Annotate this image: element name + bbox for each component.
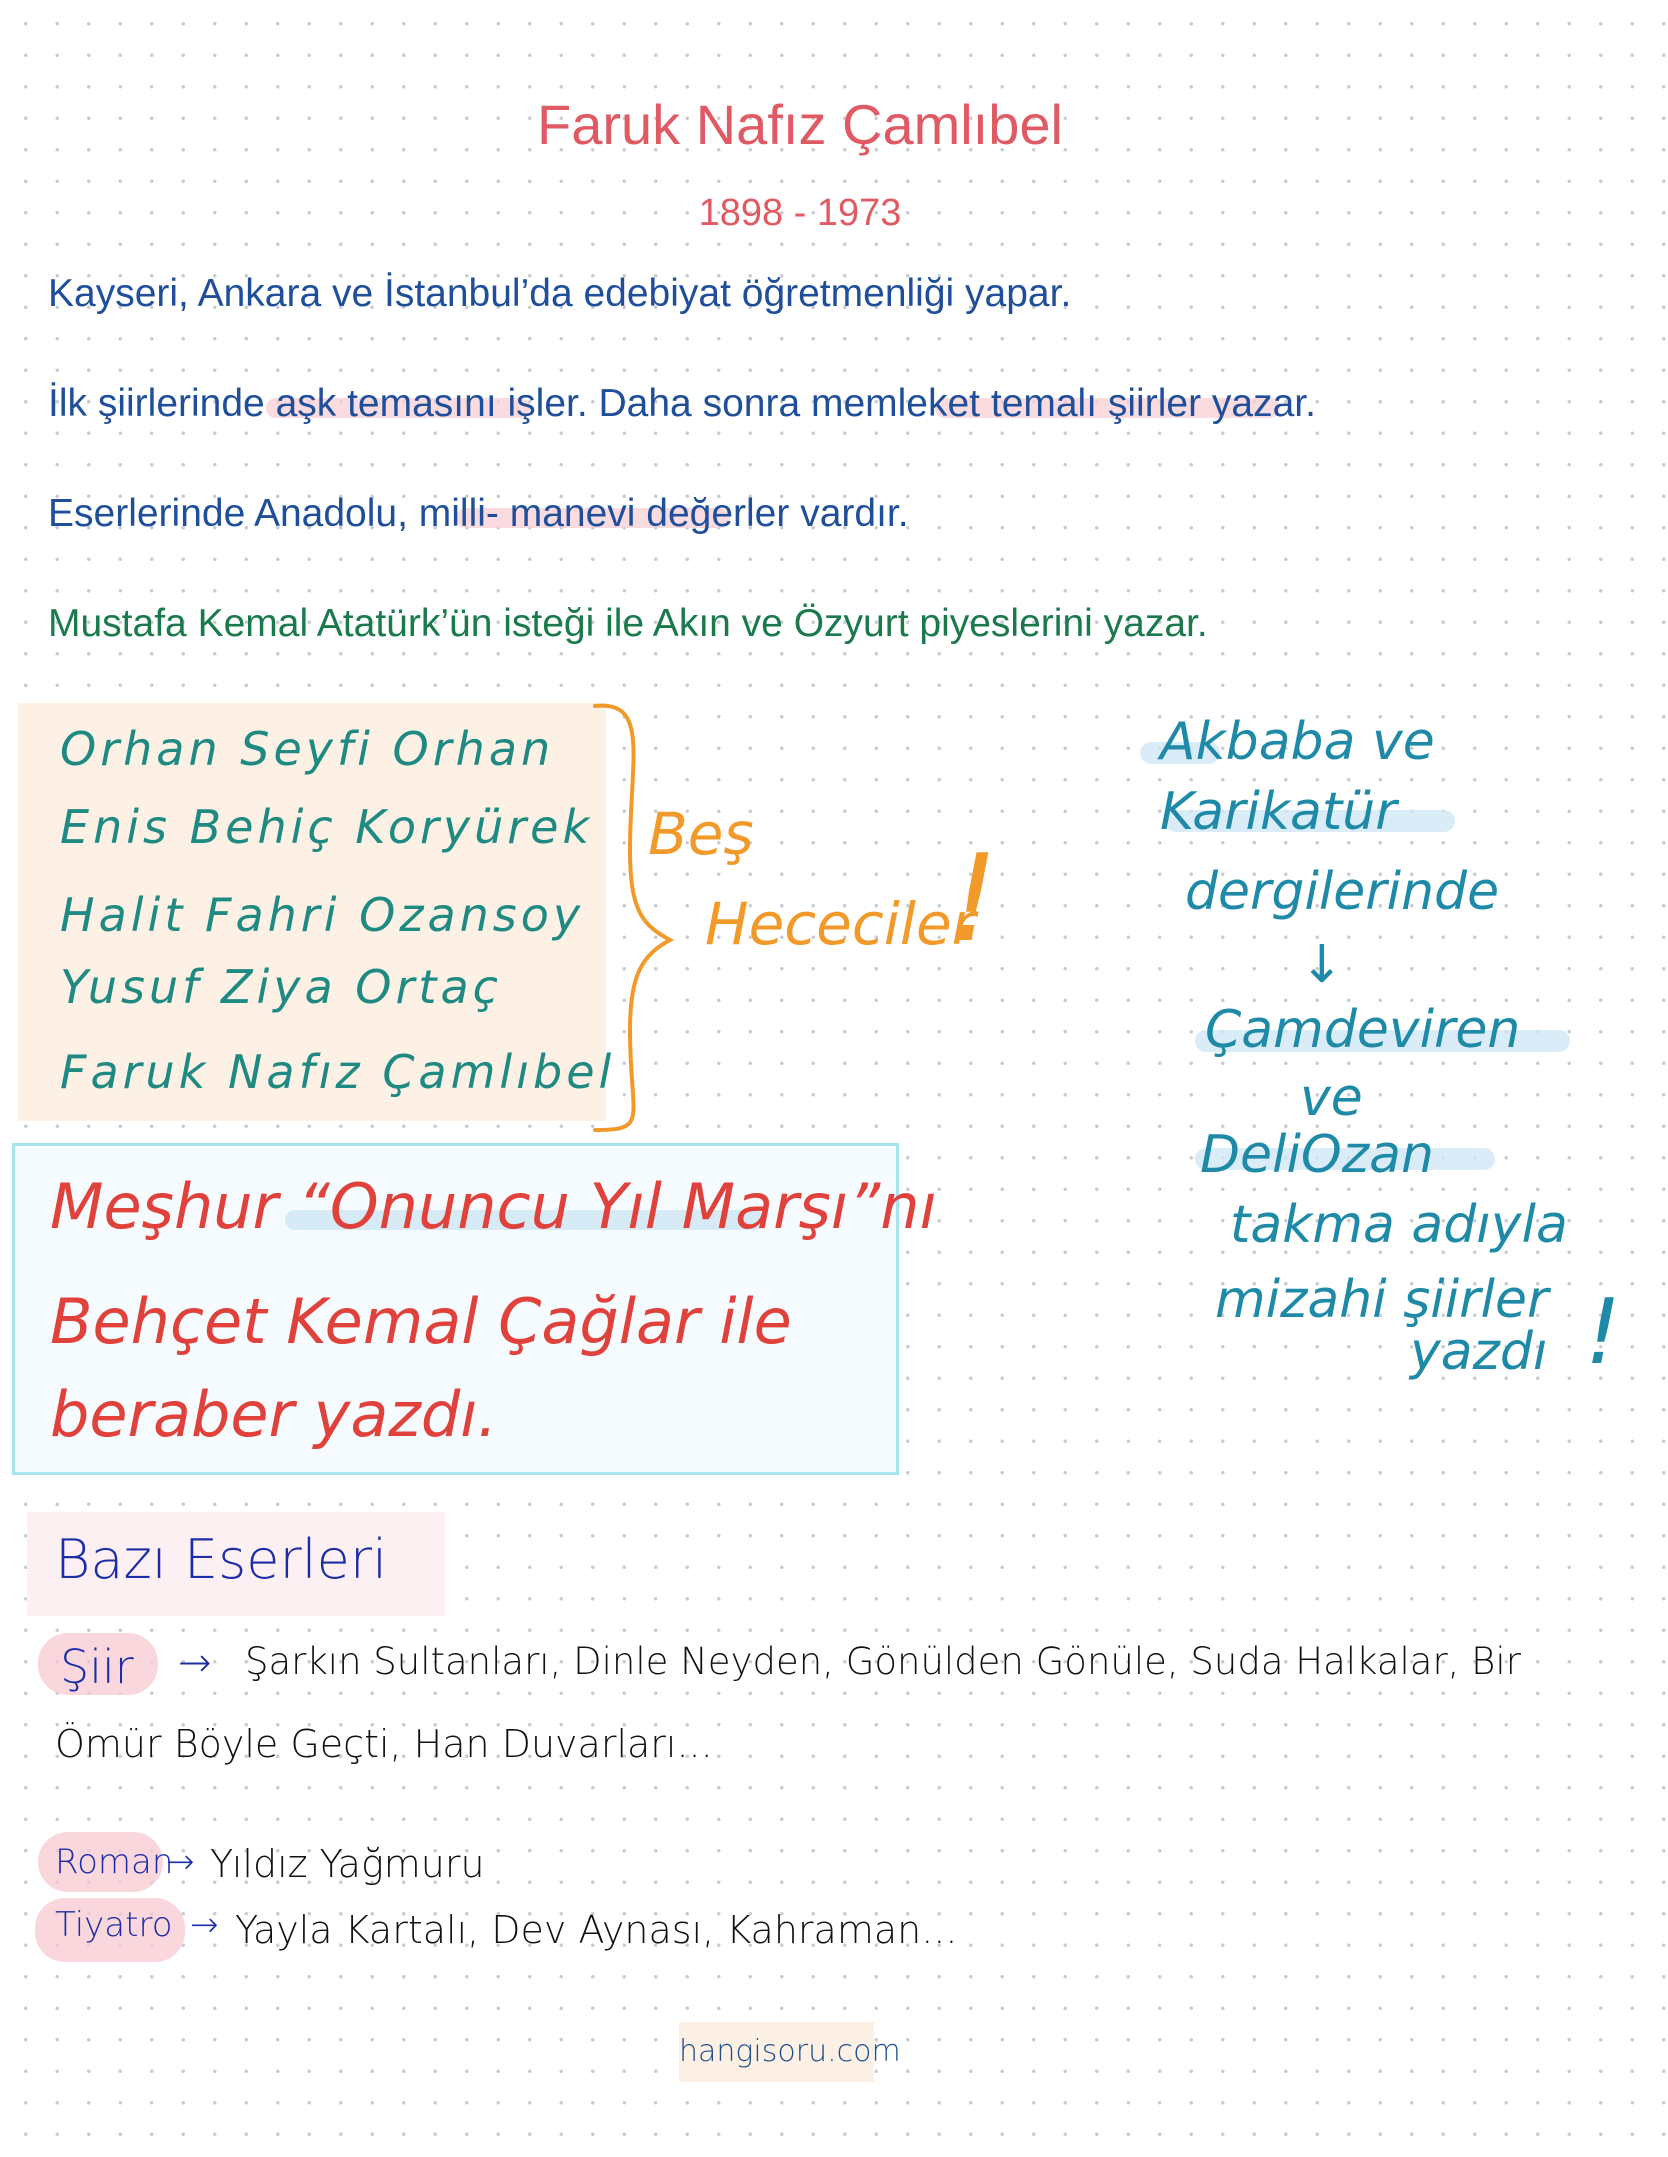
side-note-line-6: DeliOzan <box>1200 1125 1434 1185</box>
page-title: Faruk Nafız Çamlıbel <box>537 93 1063 156</box>
theatre-label: Tiyatro <box>55 1905 173 1945</box>
marsh-line-1: Meşhur “Onuncu Yıl Marşı”nı <box>50 1170 937 1243</box>
marsh-line-2: Behçet Kemal Çağlar ile <box>50 1285 792 1358</box>
curly-brace-icon <box>590 700 710 1140</box>
poet-name-1: Orhan Seyfi Orhan <box>60 722 555 776</box>
poet-name-2: Enis Behiç Koryürek <box>60 800 594 854</box>
side-note-line-2: Karikatür <box>1160 782 1397 842</box>
marsh-line-3: beraber yazdı. <box>50 1378 498 1451</box>
theatre-works: Yayla Kartalı, Dev Aynası, Kahraman... <box>235 1908 958 1952</box>
group-exclamation: ! <box>950 830 999 969</box>
poetry-works-line-2: Ömür Böyle Geçti, Han Duvarları... <box>55 1722 713 1766</box>
fact-line-1: Kayseri, Ankara ve İstanbul’da edebiyat öğretmenliği yapar. <box>48 272 1072 315</box>
side-note-line-3: dergilerinde <box>1185 862 1500 922</box>
poetry-label: Şiir <box>60 1640 134 1694</box>
group-label-line2: Hececiler <box>705 890 976 958</box>
side-note-exclamation: ! <box>1585 1280 1622 1385</box>
side-note-line-8: mizahi şiirler <box>1215 1270 1549 1330</box>
poet-name-4: Yusuf Ziya Ortaç <box>60 960 502 1014</box>
works-heading: Bazı Eserleri <box>55 1528 388 1591</box>
life-years: 1898 - 1973 <box>698 192 902 234</box>
poet-name-5: Faruk Nafız Çamlıbel <box>60 1045 616 1099</box>
right-arrow-icon: → <box>178 1640 212 1686</box>
poet-name-3: Halit Fahri Ozansoy <box>60 888 585 942</box>
side-note-line-4: Çamdeviren <box>1205 1000 1521 1060</box>
fact-line-3: Eserlerinde Anadolu, milli- manevi değerler vardır. <box>48 492 909 535</box>
right-arrow-icon: → <box>166 1842 195 1882</box>
side-note-line-7: takma adıyla <box>1230 1195 1568 1255</box>
novel-label: Roman <box>55 1842 174 1882</box>
side-note-line-5: ve <box>1300 1068 1363 1128</box>
down-arrow-icon: ↓ <box>1300 935 1344 995</box>
right-arrow-icon: → <box>190 1905 219 1945</box>
fact-line-2: İlk şiirlerinde aşk temasını işler. Daha sonra memleket temalı şiirler yazar. <box>48 382 1316 425</box>
poetry-works-line-1: Şarkın Sultanları, Dinle Neyden, Gönülden Gönüle, Suda Halkalar, Bir <box>245 1640 1521 1683</box>
side-note-line-9: yazdı <box>1410 1322 1548 1382</box>
footer-brand: hangisoru.com <box>679 2034 901 2069</box>
side-note-line-1: Akbaba ve <box>1160 712 1435 772</box>
group-label-line1: Beş <box>648 800 754 868</box>
fact-line-4: Mustafa Kemal Atatürk’ün isteği ile Akın ve Özyurt piyeslerini yazar. <box>48 602 1208 645</box>
novel-works: Yıldız Yağmuru <box>210 1842 485 1886</box>
